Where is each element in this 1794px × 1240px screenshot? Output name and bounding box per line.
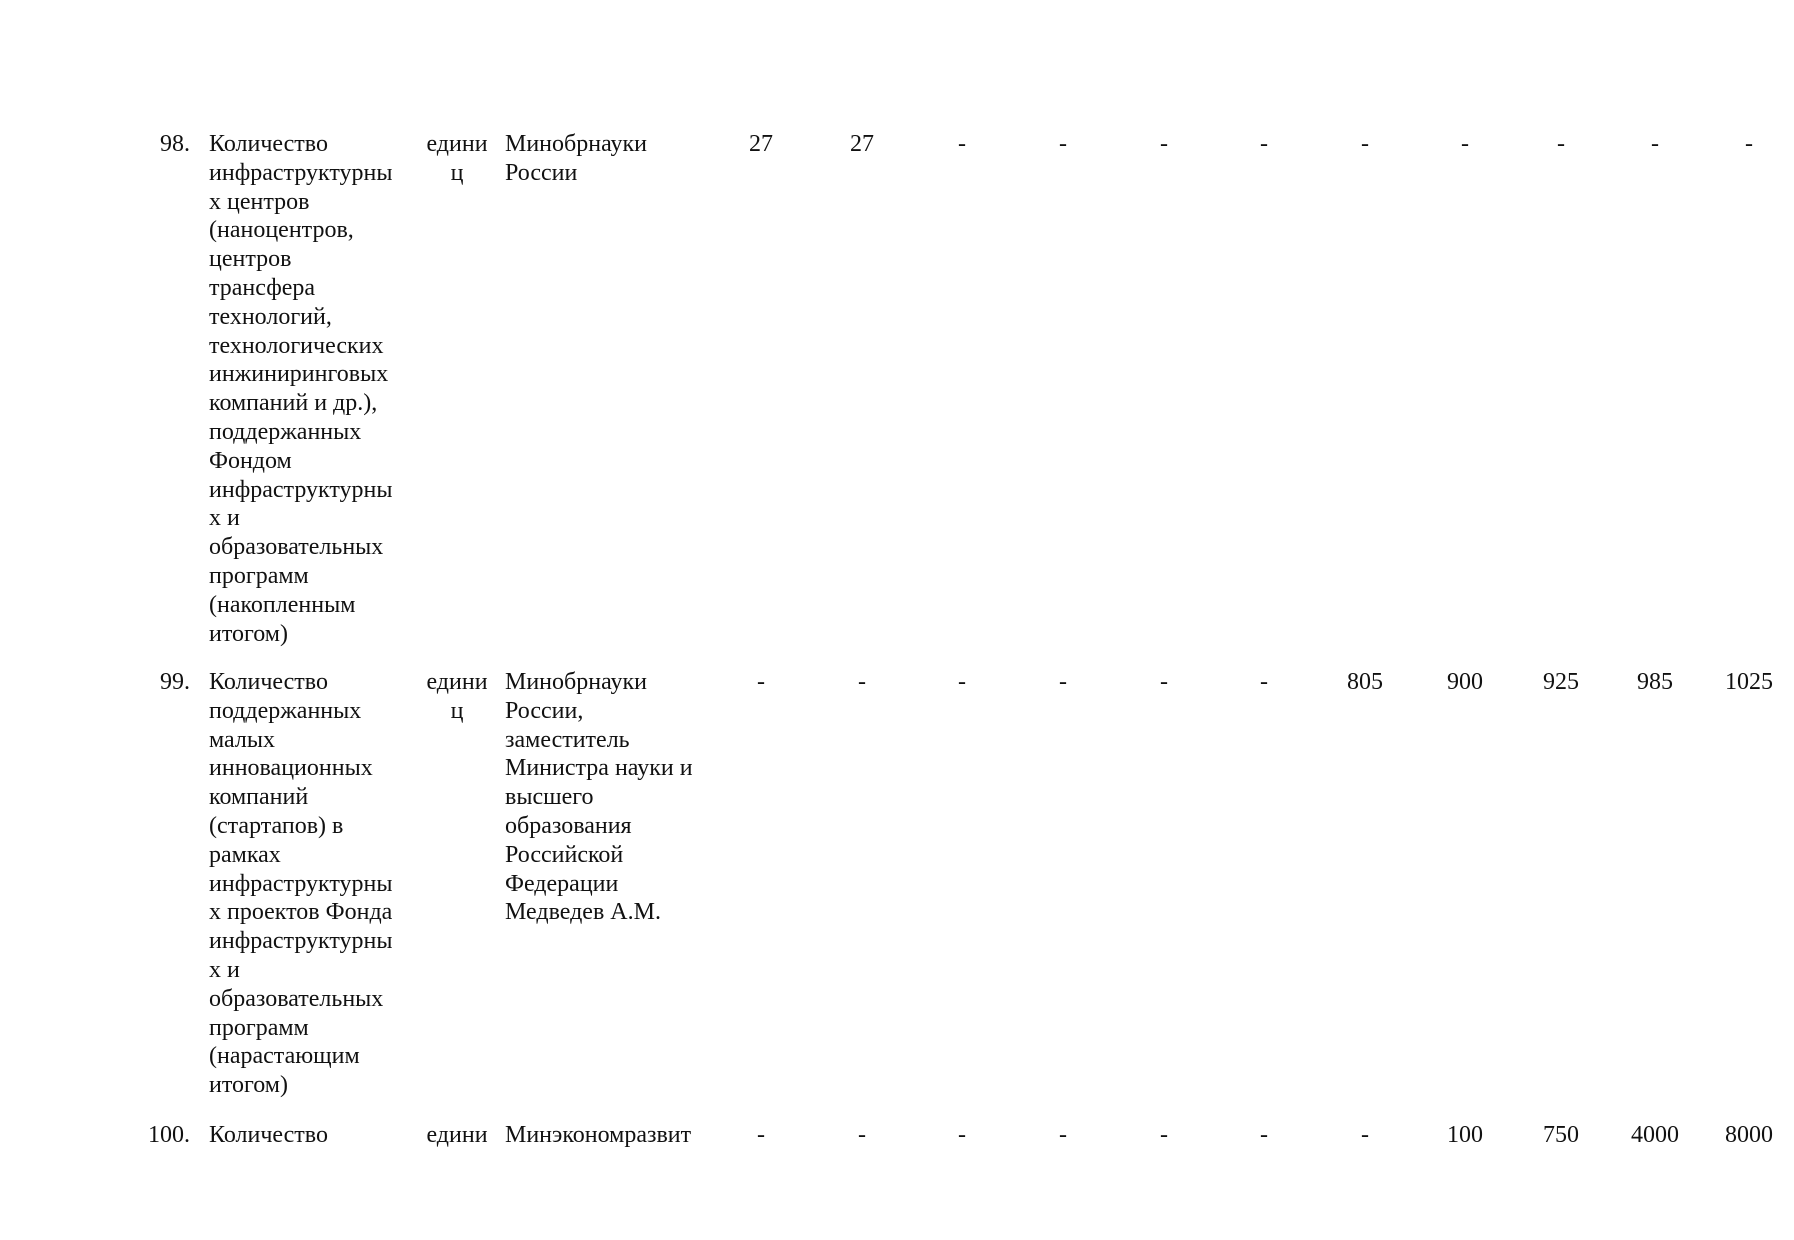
row-number: 99. — [160, 669, 190, 695]
value-cell: - — [1557, 131, 1565, 157]
value-cell: - — [1059, 131, 1067, 157]
value-cell: - — [1361, 1122, 1369, 1148]
value-cell: - — [1361, 131, 1369, 157]
value-cell: 27 — [850, 131, 874, 157]
row-number: 100. — [148, 1122, 190, 1148]
indicator-name: Количество — [209, 1122, 328, 1148]
value-cell: - — [1059, 1122, 1067, 1148]
table-row — [0, 1121, 1773, 1181]
value-cell: 4000 — [1631, 1122, 1679, 1148]
value-cell: - — [858, 1122, 866, 1148]
unit-of-measure: едини ц — [426, 131, 488, 186]
value-cell: - — [1260, 669, 1268, 695]
value-cell: 8000 — [1725, 1122, 1773, 1148]
value-cell: - — [958, 669, 966, 695]
value-cell: - — [1260, 131, 1268, 157]
unit-of-measure: едини ц — [426, 669, 488, 724]
value-cell: - — [1160, 1122, 1168, 1148]
table-row — [0, 668, 1773, 1121]
value-cell: - — [757, 1122, 765, 1148]
indicator-table — [0, 130, 1773, 1181]
value-cell: 750 — [1543, 1122, 1579, 1148]
table-row — [0, 130, 1754, 668]
value-cell: 805 — [1347, 669, 1383, 695]
value-cell: - — [1651, 131, 1659, 157]
value-cell: - — [1745, 131, 1753, 157]
row-number: 98. — [160, 131, 190, 157]
value-cell: - — [1260, 1122, 1268, 1148]
value-cell: - — [1160, 669, 1168, 695]
unit-of-measure: едини — [426, 1122, 488, 1148]
responsible-party: Минэкономразвит — [505, 1122, 692, 1148]
value-cell: 100 — [1447, 1122, 1483, 1148]
value-cell: - — [958, 131, 966, 157]
value-cell: 1025 — [1725, 669, 1773, 695]
responsible-party: Минобрнауки России, заместитель Министра науки и высшего образования Российской Федерации Медведев А.М. — [505, 669, 693, 926]
value-cell: - — [958, 1122, 966, 1148]
value-cell: 27 — [749, 131, 773, 157]
value-cell: - — [1461, 131, 1469, 157]
responsible-party: Минобрнауки России — [505, 131, 648, 186]
indicator-name: Количество поддержанных малых инновационных компаний (стартапов) в рамках инфраструктурны х проектов Фонда инфраструктурны х и образовательных программ (нарастающим итогом) — [209, 669, 393, 1099]
value-cell: - — [858, 669, 866, 695]
value-cell: 985 — [1637, 669, 1673, 695]
value-cell: - — [1160, 131, 1168, 157]
value-cell: 900 — [1447, 669, 1483, 695]
value-cell: 925 — [1543, 669, 1579, 695]
value-cell: - — [757, 669, 765, 695]
value-cell: - — [1059, 669, 1067, 695]
indicator-name: Количество инфраструктурны х центров (наноцентров, центров трансфера технологий, технологических инжиниринговых компаний и др.), поддержанных Фондом инфраструктурны х и образовательных программ (накопленным итогом) — [209, 131, 393, 647]
